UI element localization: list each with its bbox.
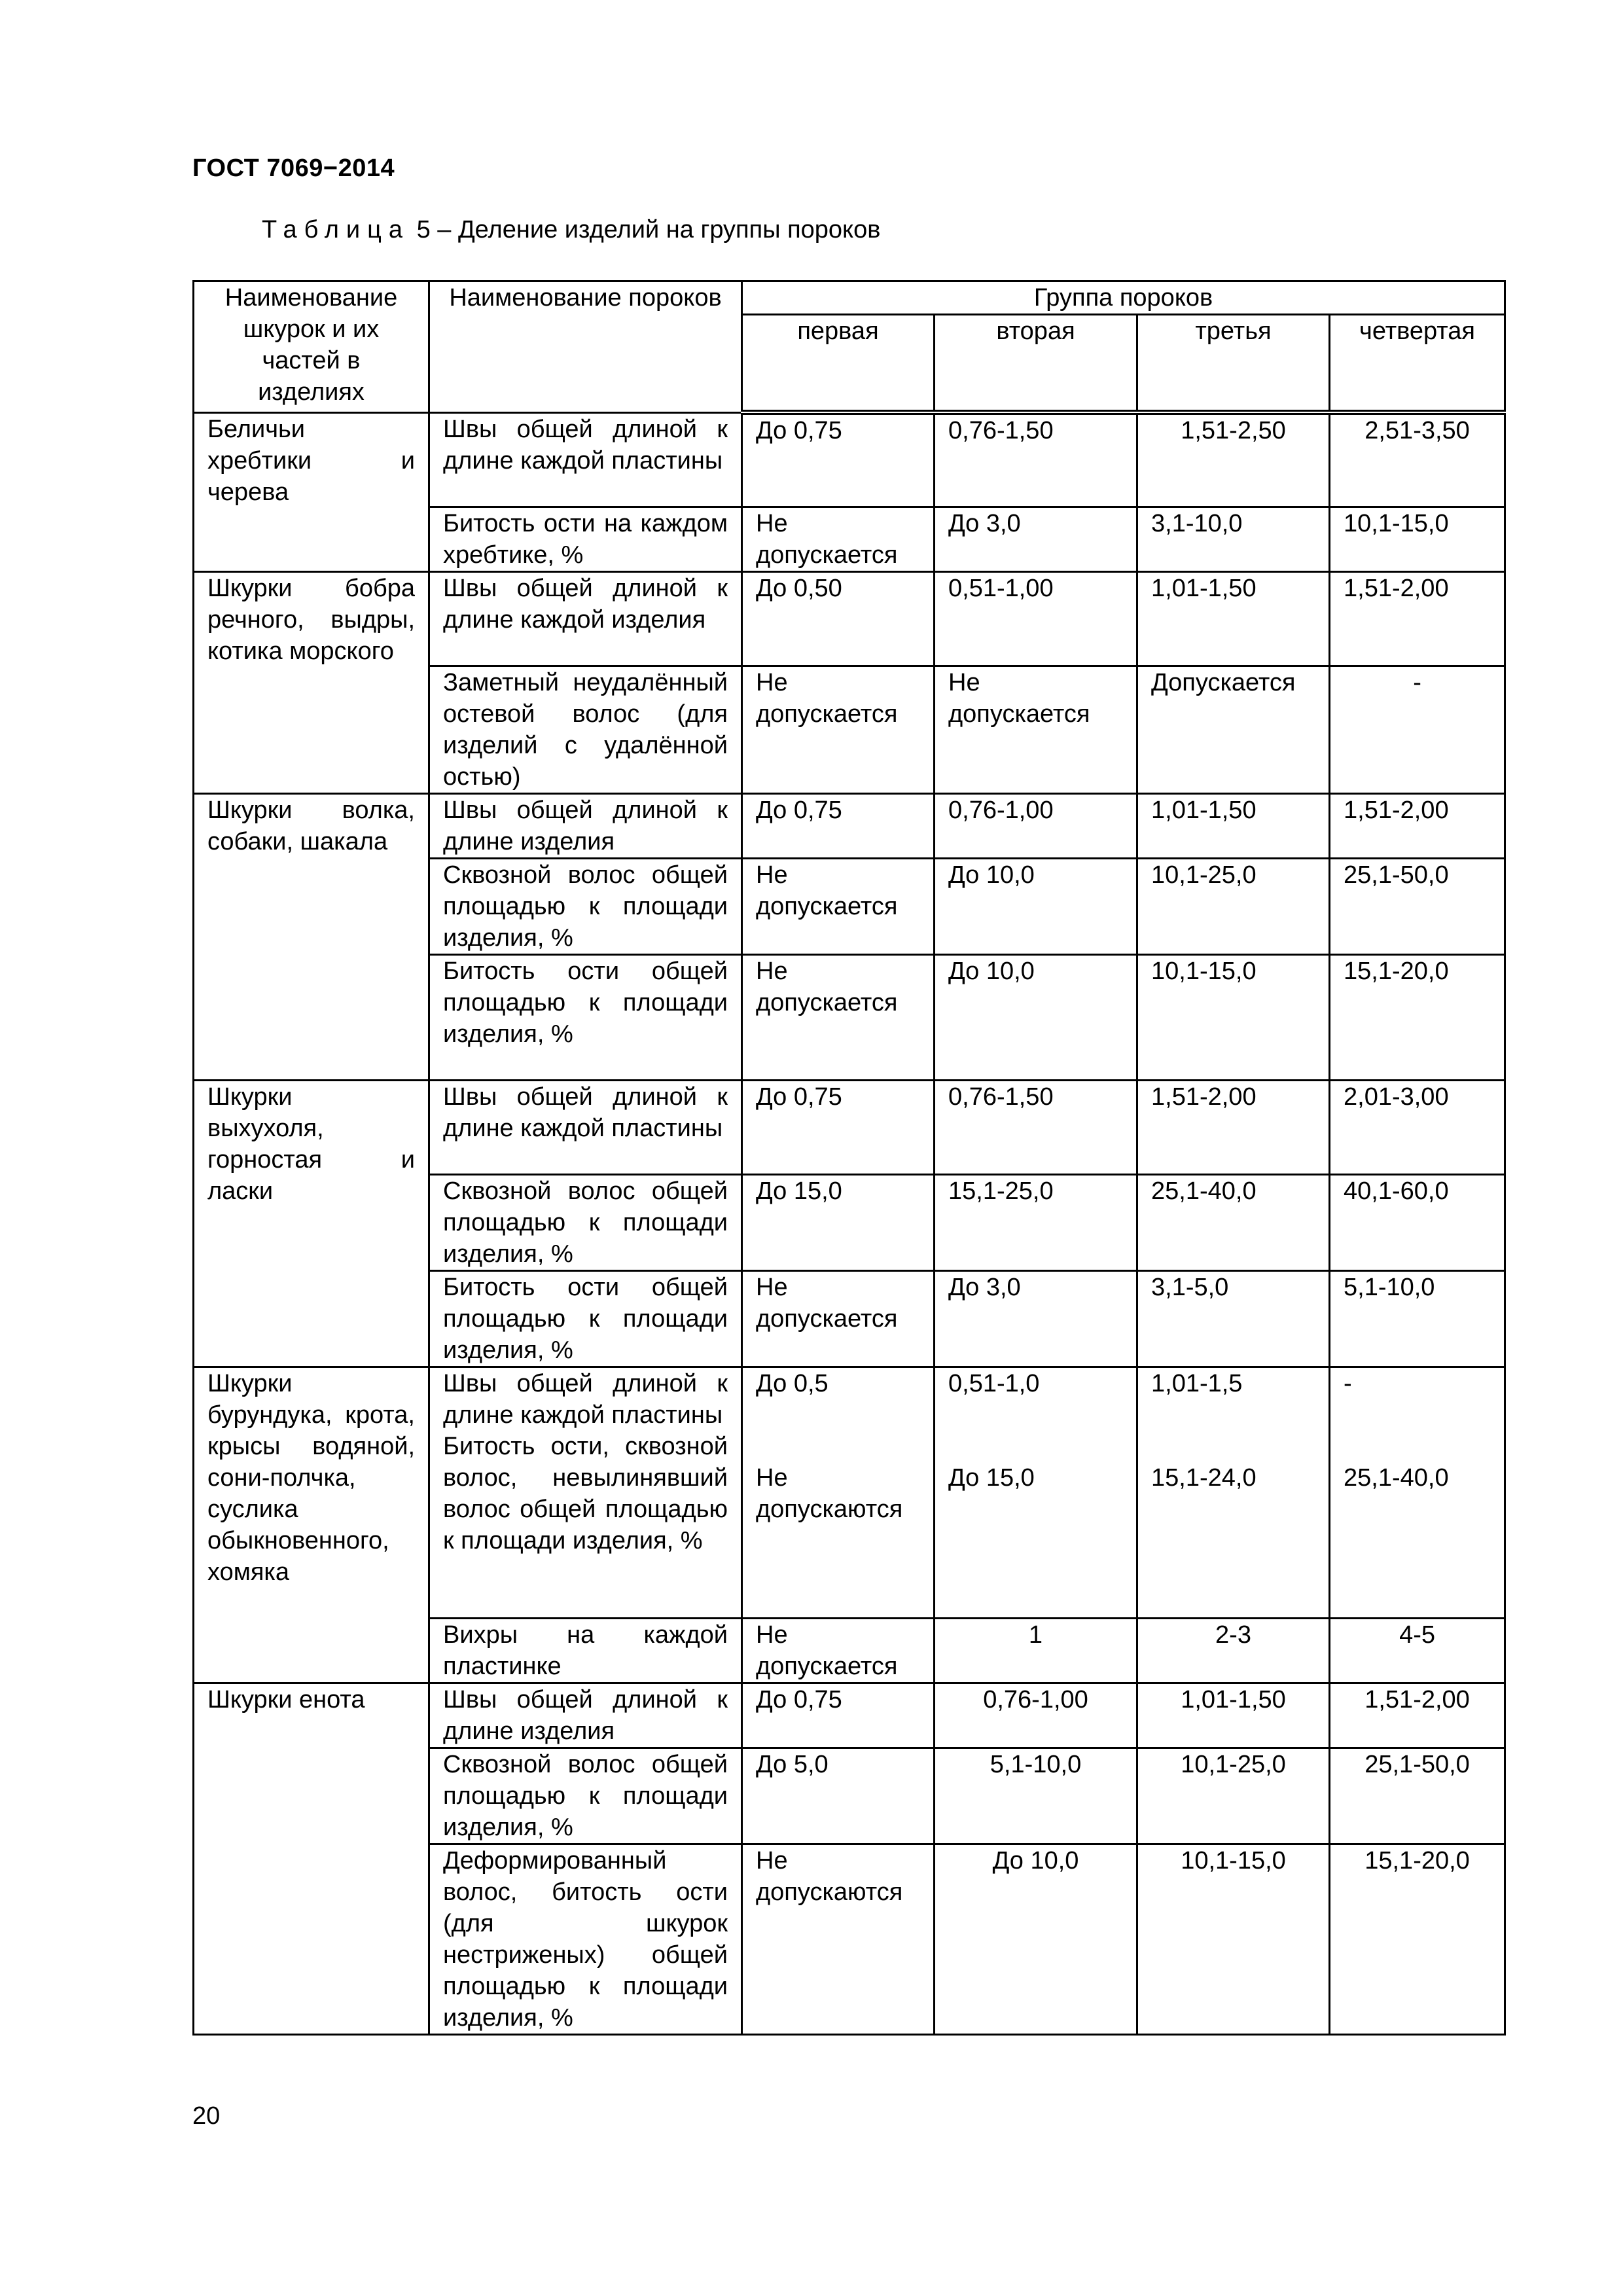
- value-first: Не допускается: [742, 954, 935, 1080]
- value-first: До 0,50: [742, 571, 935, 666]
- value-text: До 0,5: [756, 1369, 829, 1397]
- value-second: До 10,0: [935, 858, 1137, 954]
- value-fourth: 15,1-20,0: [1330, 1844, 1505, 2034]
- value-third: 1,51-2,00: [1137, 1080, 1330, 1174]
- value-text: 15,1-24,0: [1151, 1463, 1257, 1492]
- defect-cell: Швы общей длиной к длине изделия: [429, 1683, 742, 1748]
- value-fourth: 1,51-2,00: [1330, 793, 1505, 858]
- value-fourth: 5,1-10,0: [1330, 1270, 1505, 1367]
- value-third: 1,51-2,50: [1137, 412, 1330, 507]
- value-fourth: 25,1-50,0: [1330, 1748, 1505, 1844]
- table-row: [194, 793, 1505, 858]
- value-fourth: 4-5: [1330, 1618, 1505, 1683]
- defect-cell: Швы общей длиной к длине каждой пластины: [429, 1080, 742, 1174]
- defect-cell: Битость ости общей площадью к площади изделия, %: [429, 1270, 742, 1367]
- table-caption-text: 5 – Деление изделий на группы пороков: [416, 216, 881, 243]
- value-first: До 15,0: [742, 1174, 935, 1270]
- value-text: 1,01-1,5: [1151, 1369, 1243, 1397]
- table-row: [194, 1683, 1505, 1748]
- value-second: 0,76-1,50: [935, 412, 1137, 507]
- value-first: [742, 1367, 935, 1618]
- value-text: 0,51-1,0: [948, 1369, 1040, 1397]
- value-text: -: [1344, 1369, 1352, 1397]
- value-fourth: [1330, 1367, 1505, 1618]
- value-first: Не допускается: [742, 666, 935, 793]
- value-third: 10,1-25,0: [1137, 858, 1330, 954]
- value-third: 10,1-25,0: [1137, 1748, 1330, 1844]
- defect-cell: Швы общей длиной к длине изделия: [429, 793, 742, 858]
- header-group-first: первая: [742, 315, 935, 413]
- value-second: До 3,0: [935, 507, 1137, 571]
- header-group-third: третья: [1137, 315, 1330, 413]
- value-fourth: -: [1330, 666, 1505, 793]
- value-second: 1: [935, 1618, 1137, 1683]
- defect-cell: Сквозной волос общей площадью к площади изделия, %: [429, 858, 742, 954]
- value-first: До 5,0: [742, 1748, 935, 1844]
- skin-name-cell: Шкурки выхухоля, горностая и ласки: [194, 1080, 429, 1367]
- value-third: 3,1-5,0: [1137, 1270, 1330, 1367]
- table-row: [194, 412, 1505, 507]
- value-third: 1,01-1,50: [1137, 571, 1330, 666]
- defect-cell: Вихры на каждой пластинке: [429, 1618, 742, 1683]
- value-third: 2-3: [1137, 1618, 1330, 1683]
- defect-cell: Швы общей длиной к длине каждой изделия: [429, 571, 742, 666]
- value-first: Не допускается: [742, 858, 935, 954]
- header-defects-name: Наименование пороков: [429, 281, 742, 413]
- value-second: 0,76-1,00: [935, 793, 1137, 858]
- defect-text: Швы общей длиной к длине каждой пластины: [443, 1369, 728, 1429]
- value-first: До 0,75: [742, 1080, 935, 1174]
- value-third: 3,1-10,0: [1137, 507, 1330, 571]
- header-group-second: вторая: [935, 315, 1137, 413]
- value-fourth: 40,1-60,0: [1330, 1174, 1505, 1270]
- document-header: ГОСТ 7069−2014: [192, 154, 395, 182]
- defect-cell: Битость ости на каждом хребтике, %: [429, 507, 742, 571]
- header-skins-name: Наименование шкурок и их частей в изделиях: [194, 281, 429, 413]
- value-first: До 0,75: [742, 412, 935, 507]
- skin-name-cell: Шкурки енота: [194, 1683, 429, 2034]
- defect-cell: Швы общей длиной к длине каждой пластины: [429, 412, 742, 507]
- value-first: Не допускаются: [742, 1844, 935, 2034]
- value-fourth: 15,1-20,0: [1330, 954, 1505, 1080]
- value-text: Не допускаются: [756, 1463, 903, 1523]
- value-second: До 10,0: [935, 1844, 1137, 2034]
- value-fourth: 2,51-3,50: [1330, 412, 1505, 507]
- value-third: 10,1-15,0: [1137, 1844, 1330, 2034]
- value-fourth: 2,01-3,00: [1330, 1080, 1505, 1174]
- value-fourth: 10,1-15,0: [1330, 507, 1505, 571]
- defect-cell: [429, 1367, 742, 1618]
- value-first: Не допускается: [742, 1618, 935, 1683]
- table-caption: [262, 216, 880, 244]
- skin-name-cell: Беличьи хребтики и черева: [194, 412, 429, 571]
- value-fourth: 1,51-2,00: [1330, 571, 1505, 666]
- defect-groups-table: [192, 280, 1506, 2036]
- value-text: До 15,0: [948, 1463, 1035, 1492]
- skin-name-cell: Шкурки бурундука, крота, крысы водяной, сони-полчка, суслика обыкновенного, хомяка: [194, 1367, 429, 1683]
- value-second: До 3,0: [935, 1270, 1137, 1367]
- value-second: 0,51-1,00: [935, 571, 1137, 666]
- value-third: Допускается: [1137, 666, 1330, 793]
- value-first: До 0,75: [742, 793, 935, 858]
- value-third: 1,01-1,50: [1137, 793, 1330, 858]
- value-second: 5,1-10,0: [935, 1748, 1137, 1844]
- table-row: [194, 571, 1505, 666]
- header-group-fourth: четвертая: [1330, 315, 1505, 413]
- table-row: [194, 1367, 1505, 1618]
- defect-cell: Сквозной волос общей площадью к площади изделия, %: [429, 1174, 742, 1270]
- defect-cell: Деформированный волос, битость ости (для шкурок нестриженых) общей площадью к площади изделия, %: [429, 1844, 742, 2034]
- table-header-row: [194, 281, 1505, 315]
- value-third: 1,01-1,50: [1137, 1683, 1330, 1748]
- value-second: 15,1-25,0: [935, 1174, 1137, 1270]
- value-first: Не допускается: [742, 507, 935, 571]
- skin-name-cell: Шкурки волка, собаки, шакала: [194, 793, 429, 1080]
- table-row: [194, 1080, 1505, 1174]
- defect-cell: Сквозной волос общей площадью к площади изделия, %: [429, 1748, 742, 1844]
- value-fourth: 1,51-2,00: [1330, 1683, 1505, 1748]
- value-second: [935, 1367, 1137, 1618]
- value-fourth: 25,1-50,0: [1330, 858, 1505, 954]
- table-caption-word: Таблица: [262, 216, 410, 243]
- value-text: 25,1-40,0: [1344, 1463, 1449, 1492]
- value-third: 25,1-40,0: [1137, 1174, 1330, 1270]
- value-first: До 0,75: [742, 1683, 935, 1748]
- value-second: 0,76-1,50: [935, 1080, 1137, 1174]
- defect-cell: Битость ости общей площадью к площади изделия, %: [429, 954, 742, 1080]
- skin-name-cell: Шкурки бобра речного, выдры, котика морского: [194, 571, 429, 793]
- defect-cell: Заметный неудалённый остевой волос (для изделий с удалённой остью): [429, 666, 742, 793]
- page-number: 20: [192, 2102, 221, 2130]
- header-defect-group: Группа пороков: [742, 281, 1505, 315]
- value-second: 0,76-1,00: [935, 1683, 1137, 1748]
- value-second: До 10,0: [935, 954, 1137, 1080]
- defect-text: Битость ости, сквозной волос, невылинявший волос общей площадью к площади изделия, %: [443, 1432, 728, 1554]
- value-first: Не допускается: [742, 1270, 935, 1367]
- value-third: [1137, 1367, 1330, 1618]
- value-third: 10,1-15,0: [1137, 954, 1330, 1080]
- value-second: Не допускается: [935, 666, 1137, 793]
